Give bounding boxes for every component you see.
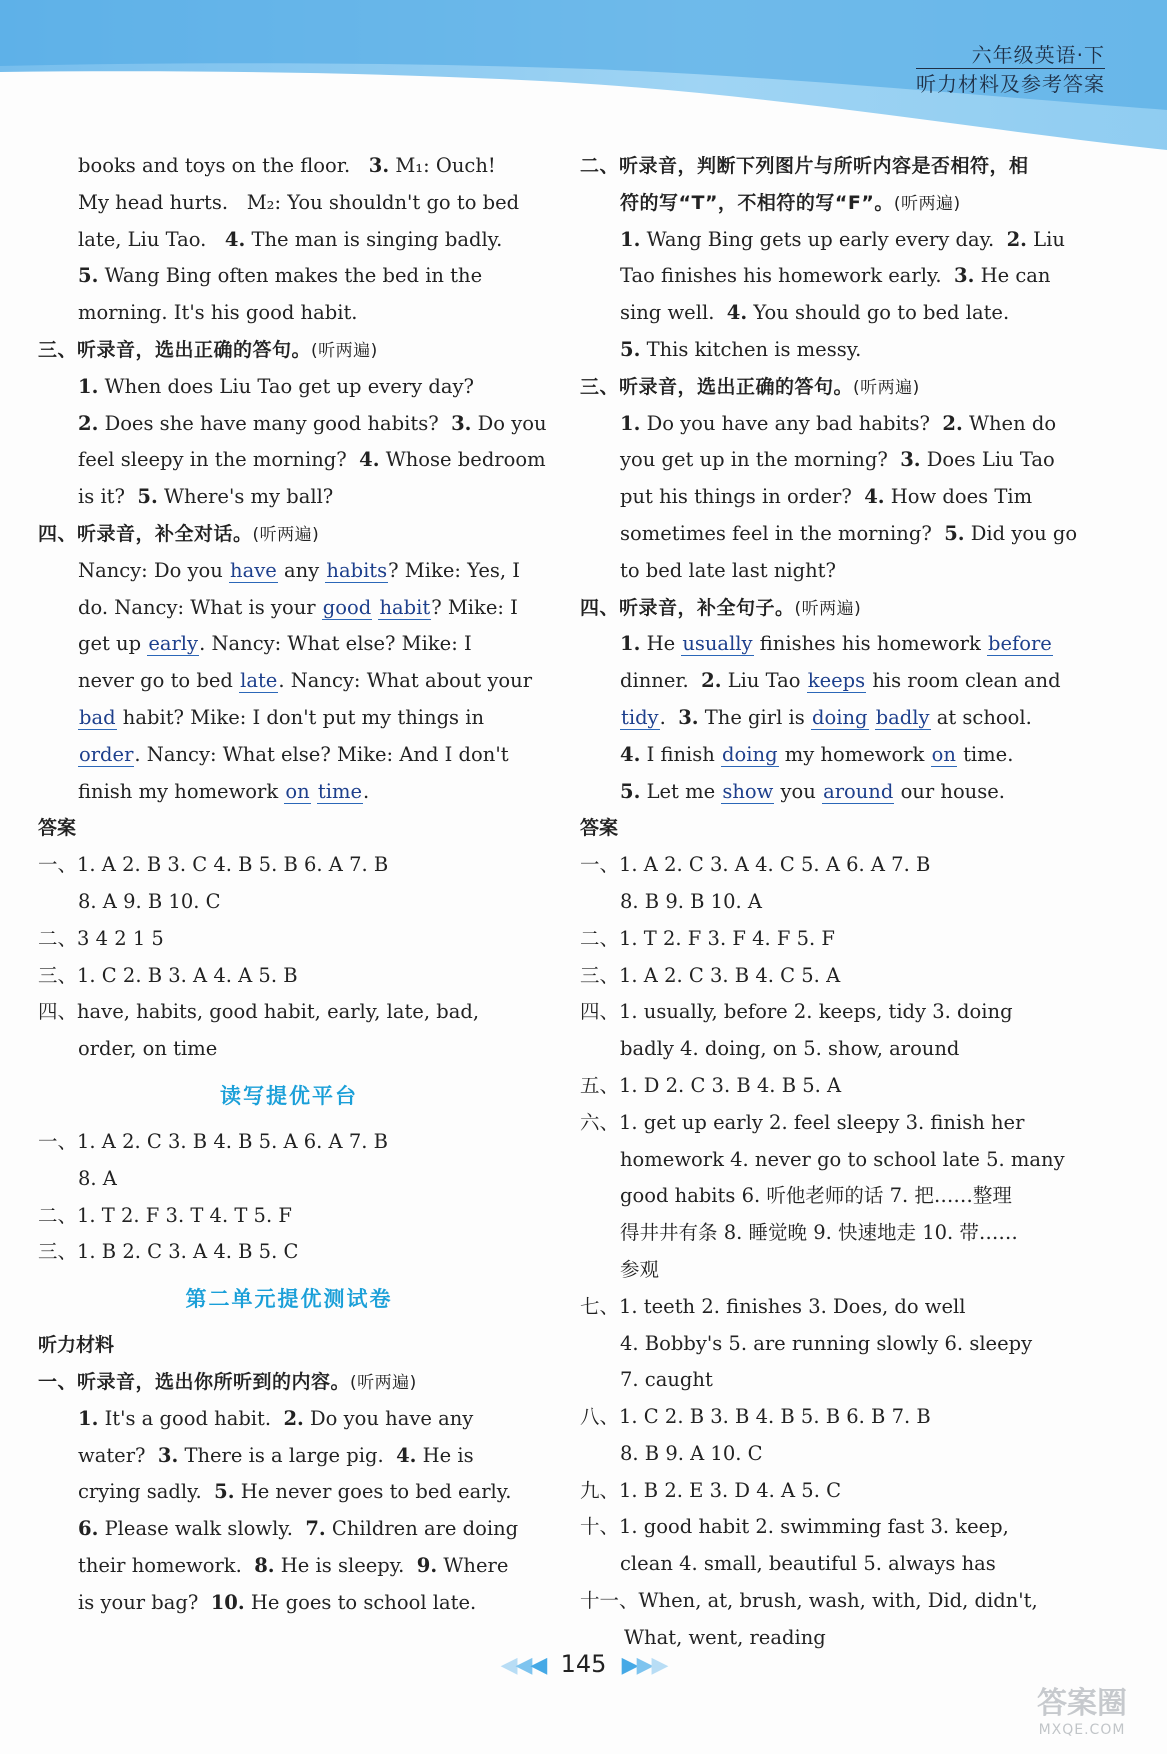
answer-line: 四、have, habits, good habit, early, late, bad, — [38, 1000, 480, 1024]
answer-line: badly 4. doing, on 5. show, around — [620, 1037, 960, 1061]
answer-line: 三、1. A 2. C 3. B 4. C 5. A — [580, 963, 841, 987]
text-line: morning. It's his good habit. — [78, 301, 358, 325]
answer-line: 九、1. B 2. E 3. D 4. A 5. C — [580, 1478, 842, 1502]
answer-blank: good — [322, 595, 372, 619]
section-subtitle: 听力材料及参考答案 — [916, 68, 1105, 97]
answer-line: 八、1. C 2. B 3. B 4. B 5. B 6. B 7. B — [580, 1405, 931, 1429]
answer-line: 一、1. A 2. C 3. B 4. B 5. A 6. A 7. B — [38, 1129, 388, 1153]
answer-line: homework 4. never go to school late 5. many — [620, 1147, 1065, 1171]
answer-blank: habits — [326, 558, 388, 582]
text-line: to bed late last night? — [620, 558, 836, 582]
answer-blank: doing — [722, 742, 778, 766]
answer-blank: late — [240, 669, 278, 693]
answer-blank: on — [931, 742, 956, 766]
dialogue-line: order. Nancy: What else? Mike: And I don't — [79, 742, 509, 766]
text-line: put his things in order? 4. How does Tim — [620, 485, 1033, 509]
section-heading: 二、听录音，判断下列图片与所听内容是否相符，相 — [580, 155, 1029, 177]
answer-line: 十、1. good habit 2. swimming fast 3. keep, — [580, 1515, 1009, 1539]
text-line: their homework. 8. He is sleepy. 9. Where — [78, 1553, 509, 1577]
text-line: 1. When does Liu Tao get up every day? — [78, 374, 474, 398]
section-heading: 三、听录音，选出正确的答句。(听两遍) — [580, 375, 920, 398]
dialogue-line: Nancy: Do you have any habits? Mike: Yes, I — [78, 558, 520, 582]
answer-line: 8. A 9. B 10. C — [78, 889, 221, 913]
answer-line: 二、1. T 2. F 3. F 4. F 5. F — [580, 926, 835, 950]
text-line: late, Liu Tao. 4. The man is singing badly. — [78, 227, 503, 251]
watermark-text: 答案圈 — [1037, 1686, 1127, 1721]
sentence-line: dinner. 2. Liu Tao keeps his room clean and — [620, 669, 1061, 693]
text-line: feel sleepy in the morning? 4. Whose bedroom — [78, 448, 546, 472]
answer-blank: on — [285, 779, 310, 803]
section-heading-cont: 符的写“T”，不相符的写“F”。(听两遍) — [620, 191, 961, 214]
answer-line: 8. A — [78, 1166, 117, 1190]
answer-line: 参观 — [620, 1257, 660, 1281]
answer-blank: tidy — [621, 705, 659, 729]
text-line: 1. Do you have any bad habits? 2. When do — [620, 411, 1057, 435]
text-line: you get up in the morning? 3. Does Liu Tao — [620, 448, 1055, 472]
text-line: is it? 5. Where's my ball? — [78, 485, 334, 509]
answer-blank: show — [722, 779, 774, 803]
answer-line: 7. caught — [620, 1368, 713, 1392]
text-line: 2. Does she have many good habits? 3. Do you — [78, 411, 547, 435]
answer-blank: have — [230, 558, 277, 582]
answer-line: 四、1. usually, before 2. keeps, tidy 3. doing — [580, 1000, 1013, 1024]
arrow-left-icon: ◀ — [530, 1653, 546, 1678]
right-column — [580, 148, 1082, 1657]
answer-line: 二、3 4 2 1 5 — [38, 926, 164, 950]
sentence-line: 4. I finish doing my homework on time. — [620, 742, 1014, 766]
dialogue-line: bad habit? Mike: I don't put my things in — [79, 705, 485, 729]
answer-line: clean 4. small, beautiful 5. always has — [620, 1552, 996, 1576]
answer-blank: badly — [875, 705, 930, 729]
text-line: books and toys on the floor. 3. M₁: Ouch! — [78, 154, 496, 177]
dialogue-line: get up early. Nancy: What else? Mike: I — [78, 632, 472, 656]
answer-line: 三、1. C 2. B 3. A 4. A 5. B — [38, 963, 298, 987]
dialogue-line: never go to bed late. Nancy: What about your — [78, 669, 533, 693]
text-line: 6. Please walk slowly. 7. Children are doing — [78, 1517, 519, 1541]
page-number: 145 — [560, 1650, 607, 1678]
text-line: is your bag? 10. He goes to school late. — [78, 1590, 477, 1614]
book-title: 六年级英语·下 — [971, 43, 1105, 67]
arrow-left-icon: ◀ — [515, 1653, 531, 1678]
text-line: 1. It's a good habit. 2. Do you have any — [78, 1406, 474, 1430]
answer-line: 五、1. D 2. C 3. B 4. B 5. A — [580, 1073, 842, 1097]
section-heading: 四、听录音，补全句子。(听两遍) — [580, 596, 862, 619]
arrow-left-icon: ◀ — [500, 1653, 516, 1678]
answer-blank: early — [148, 632, 199, 656]
text-line: sometimes feel in the morning? 5. Did you go — [620, 521, 1078, 545]
answer-line: 得井井有条 8. 睡觉晚 9. 快速地走 10. 带…… — [620, 1221, 1018, 1245]
answer-blank: doing — [811, 705, 868, 729]
answer-line: 一、1. A 2. B 3. C 4. B 5. B 6. A 7. B — [38, 853, 389, 877]
arrow-right-icon: ▶ — [636, 1653, 652, 1678]
answer-blank: before — [987, 632, 1052, 656]
answer-line: 4. Bobby's 5. are running slowly 6. sleepy — [620, 1331, 1033, 1355]
listening-heading: 听力材料 — [38, 1334, 115, 1357]
answer-blank: keeps — [807, 669, 866, 693]
watermark-url: MXQE.COM — [1038, 1722, 1126, 1738]
sentence-line: 5. Let me show you around our house. — [620, 779, 1005, 803]
answers-heading: 答案 — [38, 817, 77, 840]
text-line: 1. Wang Bing gets up early every day. 2. Liu — [620, 227, 1065, 251]
section-heading: 三、听录音，选出正确的答句。(听两遍) — [38, 338, 378, 361]
text-line: Tao finishes his homework early. 3. He can — [620, 264, 1051, 288]
answer-blank: habit — [379, 595, 431, 619]
text-line: My head hurts. M₂: You shouldn't go to bed — [78, 190, 520, 214]
answer-line: 十一、When, at, brush, wash, with, Did, didn't, — [580, 1589, 1038, 1613]
dialogue-line: do. Nancy: What is your good habit? Mike: I — [78, 595, 518, 619]
answer-blank: around — [823, 779, 894, 803]
left-column — [38, 148, 547, 1621]
answer-line: 六、1. get up early 2. feel sleepy 3. finish her — [580, 1110, 1025, 1134]
dialogue-line: finish my homework on time. — [78, 779, 370, 803]
answer-line: 一、1. A 2. C 3. A 4. C 5. A 6. A 7. B — [580, 853, 931, 877]
answer-line: good habits 6. 听他老师的话 7. 把……整理 — [620, 1184, 1012, 1208]
answer-line: 二、1. T 2. F 3. T 4. T 5. F — [38, 1203, 292, 1227]
answer-blank: bad — [79, 705, 116, 729]
arrow-right-icon: ▶ — [621, 1653, 637, 1678]
text-line: 5. Wang Bing often makes the bed in the — [78, 264, 483, 288]
answer-line: 8. B 9. B 10. A — [620, 889, 762, 913]
section-heading: 四、听录音，补全对话。(听两遍) — [38, 522, 320, 545]
section-title-reading-writing: 读写提优平台 — [220, 1083, 358, 1108]
answer-line: 七、1. teeth 2. finishes 3. Does, do well — [580, 1294, 966, 1318]
answer-line: What, went, reading — [624, 1625, 826, 1649]
answers-heading: 答案 — [580, 817, 619, 840]
answer-line: order, on time — [78, 1037, 218, 1061]
header-titles — [916, 42, 1105, 97]
answer-blank: time — [317, 779, 362, 803]
sentence-line: tidy. 3. The girl is doing badly at school. — [621, 705, 1032, 729]
text-line: water? 3. There is a large pig. 4. He is — [78, 1443, 474, 1467]
text-line: sing well. 4. You should go to bed late. — [620, 301, 1010, 325]
arrow-right-icon: ▶ — [651, 1653, 667, 1678]
section-heading: 一、听录音，选出你所听到的内容。(听两遍) — [38, 1370, 417, 1393]
text-line: 5. This kitchen is messy. — [620, 337, 862, 361]
page-footer — [0, 1650, 1167, 1678]
section-title-unit2-test: 第二单元提优测试卷 — [185, 1287, 393, 1312]
answer-line: 8. B 9. A 10. C — [620, 1441, 763, 1465]
sentence-line: 1. He usually finishes his homework before — [620, 632, 1052, 656]
answer-blank: order — [79, 742, 134, 766]
watermark-logo — [1007, 1686, 1157, 1746]
text-line: crying sadly. 5. He never goes to bed early. — [78, 1480, 512, 1504]
answer-blank: usually — [682, 632, 753, 656]
answer-line: 三、1. B 2. C 3. A 4. B 5. C — [38, 1240, 299, 1264]
